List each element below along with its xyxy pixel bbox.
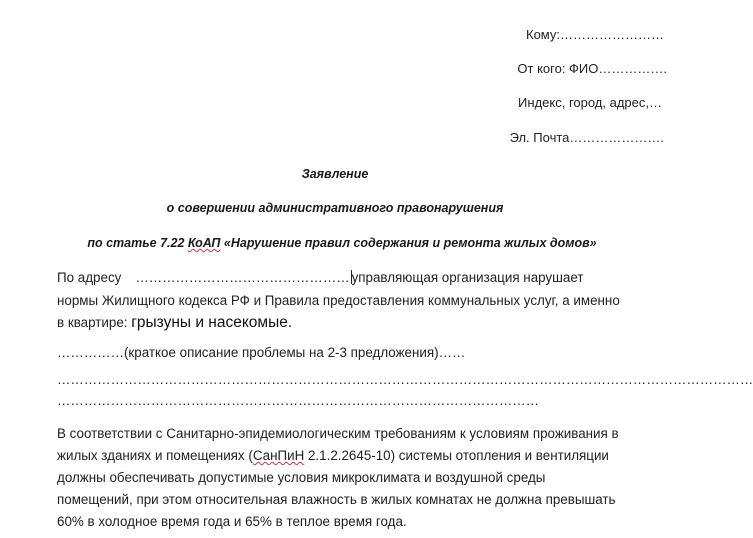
description-line[interactable]: ……………(краткое описание проблемы на 2-3 предложения)…… <box>57 345 466 360</box>
apartment-line[interactable] <box>57 314 292 332</box>
sanpin-paragraph-line-3[interactable]: должны обеспечивать допустимые условия микроклимата и воздушной среды <box>57 470 546 485</box>
recipient-line[interactable]: Кому:…………………… <box>526 27 664 42</box>
sanpin-word: СанПиН <box>252 448 305 463</box>
email-line[interactable]: Эл. Почта…………………. <box>509 130 664 145</box>
norms-line[interactable]: нормы Жилищного кодекса РФ и Правила предоставления коммунальных услуг, а именно <box>57 293 620 308</box>
document-subtitle[interactable]: о совершении административного правонарушения <box>166 201 504 215</box>
sanpin-paragraph-line-5[interactable]: 60% в холодное время года и 65% в теплое время года. <box>57 514 407 529</box>
apartment-label: в квартире: <box>57 315 128 330</box>
address-label: По адресу <box>57 270 122 285</box>
sanpin-paragraph-line-4[interactable]: помещений, при этом относительная влажность в жилых комнатах не должна превышать <box>57 492 616 507</box>
dotted-line-2[interactable]: ……………………………………………………………………………………………… <box>57 393 540 408</box>
typed-problem-text[interactable]: грызуны и насекомые. <box>131 314 293 331</box>
address-rest: управляющая организация нарушает <box>351 270 584 285</box>
address-statement[interactable] <box>57 270 583 285</box>
sanpin-text-b: 2.1.2.2645-10) системы отопления и вентиляции <box>304 448 609 463</box>
dotted-line-1[interactable]: ………………………………………………………………………………………………………………………………………… <box>57 372 753 387</box>
address-blank: ………………………………………… <box>135 270 350 285</box>
sanpin-paragraph-line-1[interactable]: В соответствии с Санитарно-эпидемиологическим требованиям к условиям проживания в <box>57 426 619 441</box>
sender-line[interactable]: От кого: ФИО……………. <box>517 61 667 76</box>
article-suffix: «Нарушение правил содержания и ремонта жилых домов» <box>220 236 597 250</box>
article-prefix: по статье 7.22 <box>87 236 188 250</box>
article-reference[interactable] <box>12 236 672 250</box>
sanpin-text-a: жилых зданиях и помещениях ( <box>57 448 253 463</box>
document-title[interactable]: Заявление <box>301 167 369 181</box>
sanpin-paragraph-line-2[interactable] <box>57 448 609 463</box>
address-line[interactable]: Индекс, город, адрес,… <box>518 95 662 110</box>
koap-word: КоАП <box>187 236 221 250</box>
